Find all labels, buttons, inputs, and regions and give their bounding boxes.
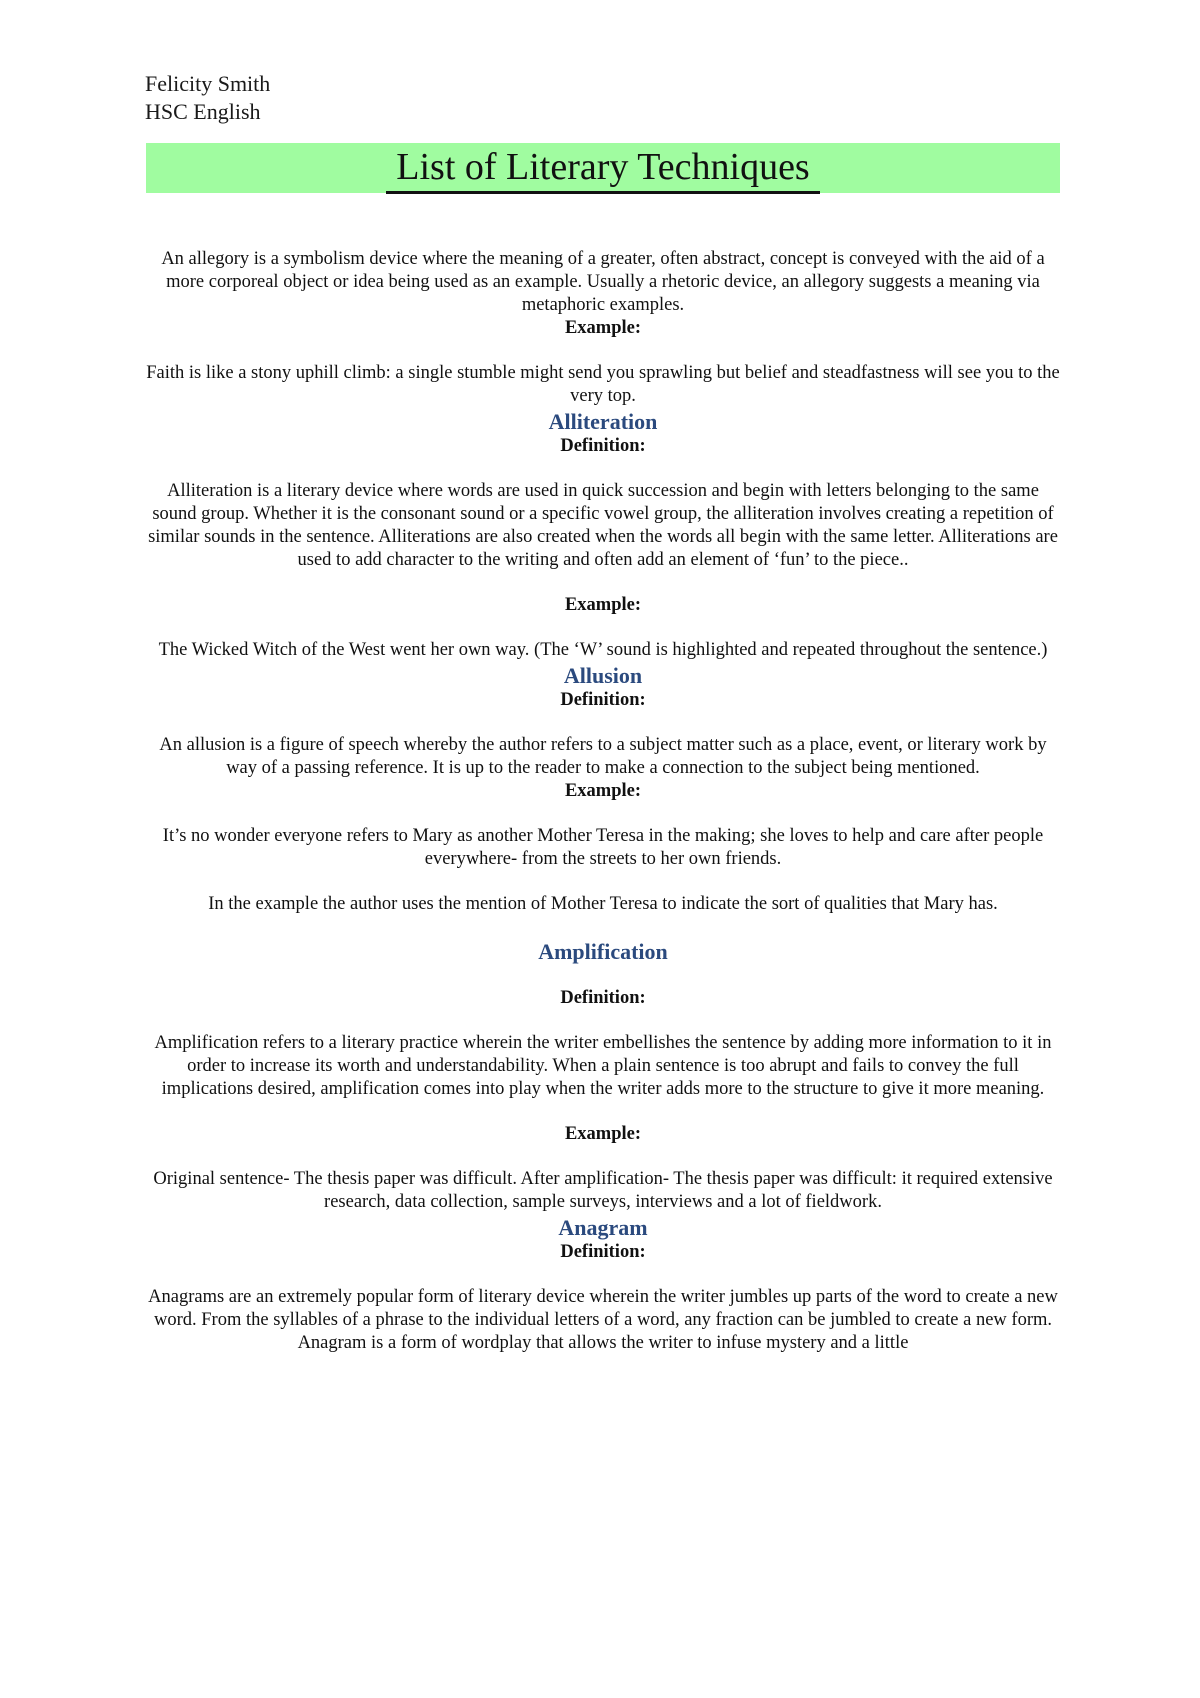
allusion-note: In the example the author uses the mention of Mother Teresa to indicate the sort of qualities that Mary has. bbox=[208, 894, 998, 914]
amplification-heading: Amplification bbox=[538, 939, 668, 964]
amplification-example-label: Example: bbox=[564, 1124, 642, 1144]
amplification-definition: Amplification refers to a literary practice wherein the writer embellishes the sentence by adding more information to it in order to increase its worth and understandability. When a plain sentence is too abrupt and fails to convey the full implications desired, amplification comes into play when the writer adds more to the structure to give it more meaning. bbox=[154, 1033, 1052, 1099]
allegory-definition: An allegory is a symbolism device where the meaning of a greater, often abstract, concept is conveyed with the aid of a more corporeal object or idea being used as an example. Usually a rhetoric device, an allegory suggests a meaning via metaphoric examples. bbox=[161, 249, 1045, 315]
alliteration-example: The Wicked Witch of the West went her own way. (The ‘W’ sound is highlighted and repeated throughout the sentence.) bbox=[158, 640, 1048, 660]
title-banner bbox=[146, 143, 1060, 193]
allusion-heading: Allusion bbox=[563, 663, 643, 688]
allusion-example-label: Example: bbox=[564, 781, 642, 801]
amplification-definition-label: Definition: bbox=[560, 988, 646, 1008]
anagram-definition: Anagrams are an extremely popular form of literary device wherein the writer jumbles up parts of the word to create a new word. From the syllables of a phrase to the individual letters of a word, any fraction can be jumbled to create a new form. Anagram is a form of wordplay that allows the writer to infuse mystery and a little bbox=[148, 1287, 1058, 1353]
alliteration-heading: Alliteration bbox=[548, 409, 658, 434]
allusion-example: It’s no wonder everyone refers to Mary as another Mother Teresa in the making; she loves to help and care after people everywhere- from the streets to her own friends. bbox=[162, 826, 1044, 869]
anagram-definition-label: Definition: bbox=[560, 1242, 646, 1262]
alliteration-definition-label: Definition: bbox=[560, 436, 646, 456]
document-body bbox=[145, 248, 1061, 1355]
author-block bbox=[145, 70, 270, 126]
allegory-example-label: Example: bbox=[564, 318, 642, 338]
allusion-definition: An allusion is a figure of speech whereby the author refers to a subject matter such as a place, event, or literary work by way of a passing reference. It is up to the reader to make a connection to the subject being mentioned. bbox=[159, 735, 1047, 778]
allegory-example: Faith is like a stony uphill climb: a single stumble might send you sprawling but belief and steadfastness will see you to the very top. bbox=[146, 363, 1060, 406]
course-name: HSC English bbox=[145, 99, 261, 124]
alliteration-definition: Alliteration is a literary device where words are used in quick succession and begin with letters belonging to the same sound group. Whether it is the consonant sound or a specific vowel group, the alliteration involves creating a repetition of similar sounds in the sentence. Alliterations are also created when the words all begin with the same letter. Alliterations are used to add character to the writing and often add an element of ‘fun’ to the piece.. bbox=[148, 481, 1058, 570]
alliteration-example-label: Example: bbox=[564, 595, 642, 615]
author-name: Felicity Smith bbox=[145, 71, 271, 96]
anagram-heading: Anagram bbox=[558, 1215, 648, 1240]
amplification-example: Original sentence- The thesis paper was difficult. After amplification- The thesis paper was difficult: it required extensive research, data collection, sample surveys, interviews and a lot of fieldwork. bbox=[153, 1169, 1053, 1212]
page-title: List of Literary Techniques bbox=[386, 143, 819, 194]
allusion-definition-label: Definition: bbox=[560, 690, 646, 710]
